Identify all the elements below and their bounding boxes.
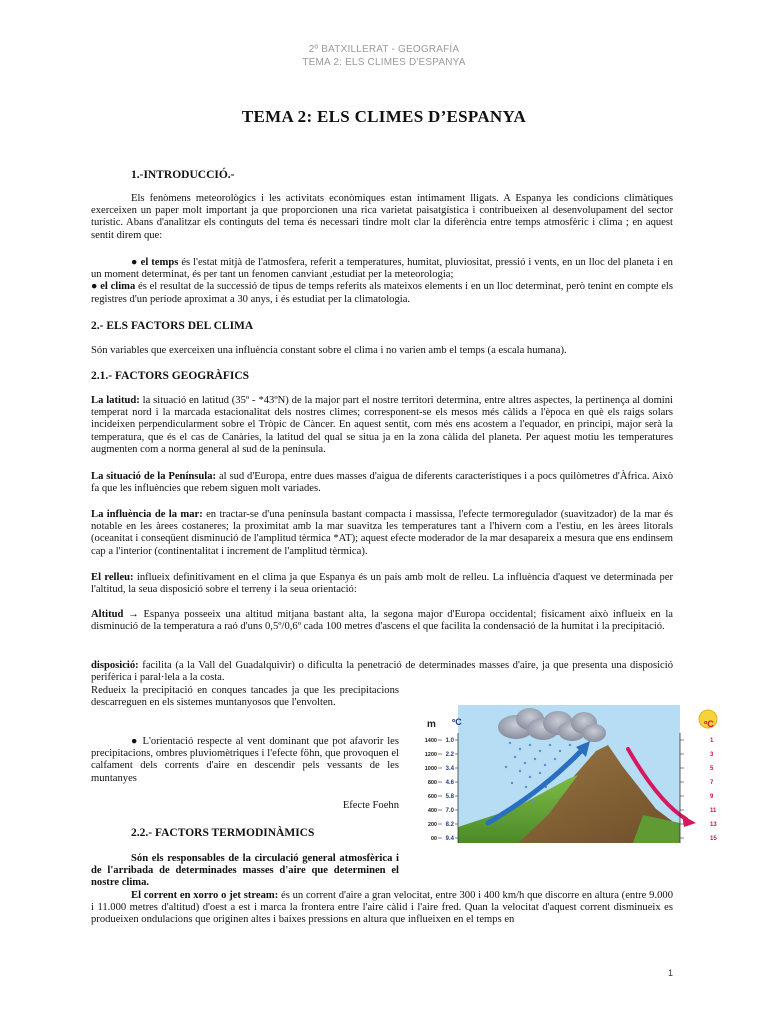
jet-paragraph [91, 890, 673, 927]
latitud-paragraph [91, 395, 673, 456]
altitud-text: Espanya posseeix una altitud mitjana bastant alta, la segona major d'Europa occidental; físicament això influeix en la disminució de la temperatura a raó d'uns 0,5º/0,6º cada 100 metres d'ascens el que facilita la condensació de la humitat i la precipitació. [91, 609, 673, 633]
right-unit-c: ºC [704, 719, 714, 729]
relleu-paragraph [91, 572, 673, 596]
right-temp-label: 11 [710, 808, 717, 814]
factors-paragraph [91, 345, 673, 357]
left-temp-label: 5.8 [445, 794, 454, 800]
wind-arrow-down-head [682, 815, 696, 827]
left-temp-label: 1.0 [445, 738, 454, 744]
right-temp-label: 3 [710, 752, 714, 758]
intro-paragraph [91, 193, 673, 242]
redueix-paragraph [91, 685, 399, 709]
situacio-text: al sud d'Europa, entre dues masses d'aigua de diferents característiques i a pocs quilòmetres d'Àfrica. Això fa que les influències que rebem siguen molt variades. [91, 471, 674, 495]
page-number: 1 [668, 968, 674, 978]
foehn-caption [91, 800, 399, 812]
latitud-term: La latitud: [91, 395, 140, 406]
left-unit-c: ºC [452, 717, 462, 727]
jet-term: El corrent en xorro o jet stream: [131, 890, 279, 901]
foehn-diagram [418, 705, 720, 847]
right-temp-label: 7 [710, 780, 714, 786]
foehn-caption-text: Efecte Foehn [342, 800, 399, 811]
jet-text: és un corrent d'aire a gran velocitat, entre 300 i 400 km/h que discorre en altura (entre 9.000 i 11.000 metres d'altitud) d'oest a est i marca la frontera entre l'aire càlid i l'aire fred. Quan la velocitat d'aquest corrent disminueix es produeixen ondulacions que originen altes i baixes pressions en altura que influeixen en el temps en [91, 890, 673, 926]
altitude-label: 1000 [424, 766, 437, 772]
left-temp-label: 7.0 [445, 808, 454, 814]
right-temp-label: 1 [710, 738, 714, 744]
right-temp-label: 9 [710, 794, 714, 800]
altitude-label: 400 [427, 808, 437, 814]
disposicio-paragraph [91, 660, 673, 684]
altitude-label: 800 [427, 780, 437, 786]
header-line-1: 2º BATXILLERAT - GEOGRAFÍA [308, 44, 460, 55]
heading-intro: 1.-INTRODUCCIÓ.- [131, 169, 235, 181]
altitude-label: 200 [427, 822, 437, 828]
temps-text: és l'estat mitjà de l'atmosfera, referit a temperatures, humitat, pluviositat, pressió i vents, en un lloc del planeta i en un moment determinat, és per tant un fenomen canviant ,estudiat per la meteorologia; [91, 257, 673, 281]
temps-definition [91, 257, 673, 306]
temps-term: ● el temps [131, 257, 179, 268]
disposicio-term: disposició: [91, 660, 139, 671]
page-title: TEMA 2: ELS CLIMES D’ESPANYA [241, 107, 527, 126]
orientacio-text: ● L'orientació respecte al vent dominant que pot afavorir les precipitacions, ombres pluviomètriques i l'efecte föhn, que provoquen el calfament dels corrents d'aire en descendir pels vessants de les muntanyes [91, 736, 399, 784]
latitud-text: la situació en latitud (35º - *43ºN) de la major part el nostre territori determina, entre altres aspectes, la pertinença al domini temperat nord i la marcada estacionalitat dels nostres climes; corresponent-se els mesos més càlids a l'època en què els raigs solars incideixen perpendicularment sobre el Tròpic de Càncer. En aquest sentit, com més ens acostem a l'equador, en principi, major serà la temperatura, que és el cas de Canàries, la latitud del qual se situa ja en la zona càlida del planeta. Per aquest motiu les temperatures augmenten com a norma general al sud de la península. [91, 395, 673, 455]
mar-paragraph [91, 509, 673, 558]
disposicio-text: facilita (a la Vall del Guadalquivir) o dificulta la penetració de determinades masses d'aire, ja que presenta una disposició perifèrica i paral·lela a la costa. [91, 660, 673, 684]
termo-lead [91, 853, 399, 890]
heading-geo: 2.1.- FACTORS GEOGRÀFICS [91, 370, 250, 382]
altitude-labels [425, 738, 442, 842]
termo-lead-text: Són els responsables de la circulació general atmosfèrica i de l'arribada de determinades masses d'aire que determinen el nostre clima. [91, 853, 399, 889]
factors-text: Són variables que exerceixen una influència constant sobre el clima i no varien amb el temps (a escala humana). [91, 345, 567, 356]
altitud-paragraph [91, 609, 673, 633]
altitude-label: 1400 [424, 738, 437, 744]
right-temp-label: 15 [710, 836, 717, 842]
altitude-label: 1200 [424, 752, 437, 758]
heading-factors: 2.- ELS FACTORS DEL CLIMA [91, 320, 254, 332]
right-temp-label: 13 [710, 822, 717, 828]
left-temp-label: 4.6 [445, 780, 454, 786]
altitude-label: 00 [430, 836, 437, 842]
altitude-label: 600 [427, 794, 437, 800]
left-unit-m: m [427, 719, 436, 730]
intro-text: Els fenòmens meteorològics i les activitats econòmiques estan íntimament lligats. A Espanya les condicions climàtiques exerceixen un paper molt important ja que proporcionen una rica varietat paisatgística i contribueixen al desenvolupament del sector turístic. Abans d'analitzar els continguts del tema és necessari tindre molt clar la diferència entre temps atmosfèric i clima ; en aquest sentit direm que: [91, 193, 673, 241]
right-temp-label: 5 [710, 766, 714, 772]
heading-termo: 2.2.- FACTORS TERMODINÀMICS [131, 827, 315, 839]
clima-text: és el resultat de la successió de tipus de temps referits als mateixos elements i en un lloc determinat, però tenint en compte els registres d'un període aproximat a 30 anys, i és estudiat per la climatologia. [91, 281, 673, 305]
relleu-term: El relleu: [91, 572, 134, 583]
header-line-2: TEMA 2: ELS CLIMES D'ESPANYA [302, 57, 466, 68]
mar-text: en tractar-se d'una península bastant compacta i massissa, l'efecte termoregulador (suavitzador) de la mar és notable en les àrees costaneres; la proximitat amb la mar suavitza les temperatures tant a l'hivern com a l'estiu, en les àrees litorals (oceanitat i conseqüent disminució de l'amplitud tèrmica *AT); aquest efecte moderador de la mar desapareix a mesura que ens endinsem cap a l'interior (continentalitat i increment de l'amplitud tèrmica). [91, 509, 673, 557]
redueix-text: Redueix la precipitació en conques tancades ja que les precipitacions descarreguen en els sistemes muntanyosos que l'envolten. [91, 685, 399, 709]
left-temp-label: 2.2 [445, 752, 454, 758]
left-temp-label: 9.4 [445, 836, 454, 842]
altitud-term: Altitud → [91, 609, 139, 620]
left-temp-labels [446, 738, 458, 842]
foehn-figure [418, 705, 720, 847]
mar-term: La influència de la mar: [91, 509, 203, 520]
situacio-term: La situació de la Península: [91, 471, 217, 482]
left-temp-label: 3.4 [445, 766, 454, 772]
relleu-text: influeix definitivament en el clima ja que Espanya és un país amb molt de relleu. La influència d'aquest ve determinada per l'altitud, la seua disposició sobre el terreny i la seua orientació: [91, 572, 673, 596]
orientacio-paragraph [91, 736, 399, 785]
clima-term: ● el clima [91, 281, 136, 293]
left-temp-label: 8.2 [445, 822, 454, 828]
situacio-paragraph [91, 471, 673, 495]
